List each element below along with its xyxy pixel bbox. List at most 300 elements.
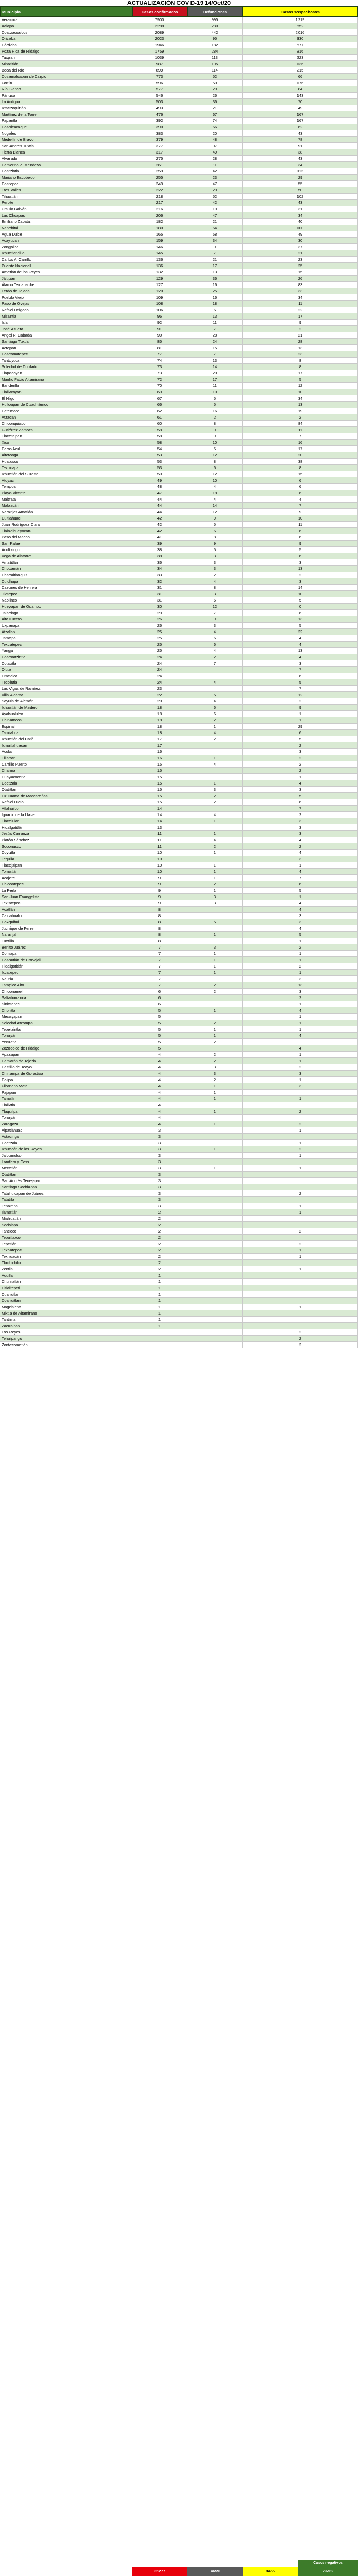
municipio-cell[interactable]: Santiago Tuxtla (0, 339, 132, 345)
sospechosos-cell[interactable]: 4 (243, 907, 358, 913)
municipio-cell[interactable]: Ángel R. Cabada (0, 332, 132, 339)
municipio-cell[interactable]: Chocamán (0, 566, 132, 572)
sospechosos-cell[interactable] (243, 1178, 358, 1184)
sospechosos-cell[interactable]: 1 (243, 951, 358, 957)
sospechosos-cell[interactable]: 6 (243, 881, 358, 888)
confirmados-cell[interactable] (132, 1342, 187, 1348)
confirmados-cell[interactable]: 1 (132, 1285, 187, 1291)
municipio-cell[interactable]: Naranjos Amatlán (0, 509, 132, 515)
confirmados-cell[interactable]: 383 (132, 130, 187, 137)
confirmados-cell[interactable]: 77 (132, 351, 187, 358)
defunciones-cell[interactable]: 28 (187, 156, 243, 162)
header-sospechosos[interactable]: Casos sospechosos (243, 6, 358, 17)
defunciones-cell[interactable]: 4 (187, 837, 243, 843)
municipio-cell[interactable]: Miahuatlán (0, 1216, 132, 1222)
confirmados-cell[interactable]: 4 (132, 1052, 187, 1058)
defunciones-cell[interactable]: 13 (187, 313, 243, 320)
confirmados-cell[interactable]: 42 (132, 515, 187, 522)
defunciones-cell[interactable]: 2 (187, 572, 243, 578)
sospechosos-cell[interactable]: 4 (243, 850, 358, 856)
sospechosos-cell[interactable]: 13 (243, 566, 358, 572)
municipio-cell[interactable]: Tlaquilpa (0, 1108, 132, 1115)
defunciones-cell[interactable] (187, 824, 243, 831)
municipio-cell[interactable]: Uxpanapa (0, 623, 132, 629)
defunciones-cell[interactable]: 36 (187, 276, 243, 282)
defunciones-cell[interactable] (187, 749, 243, 755)
sospechosos-cell[interactable]: 20 (243, 452, 358, 459)
sospechosos-cell[interactable]: 9 (243, 509, 358, 515)
defunciones-cell[interactable]: 12 (187, 452, 243, 459)
defunciones-cell[interactable]: 6 (187, 705, 243, 711)
defunciones-cell[interactable]: 1 (187, 1083, 243, 1090)
municipio-cell[interactable]: Papantla (0, 118, 132, 124)
municipio-cell[interactable]: Huayacocotla (0, 774, 132, 780)
sospechosos-cell[interactable]: 1 (243, 1203, 358, 1209)
confirmados-cell[interactable]: 3 (132, 1146, 187, 1153)
defunciones-cell[interactable]: 280 (187, 23, 243, 29)
confirmados-cell[interactable]: 899 (132, 67, 187, 74)
sospechosos-cell[interactable]: 1 (243, 1266, 358, 1272)
sospechosos-cell[interactable]: 2 (243, 1336, 358, 1342)
municipio-cell[interactable]: Actopan (0, 345, 132, 351)
defunciones-cell[interactable] (187, 1102, 243, 1108)
municipio-cell[interactable]: Maltrata (0, 496, 132, 503)
confirmados-cell[interactable]: 85 (132, 339, 187, 345)
municipio-cell[interactable]: Gutiérrez Zamora (0, 427, 132, 433)
sospechosos-cell[interactable]: 1 (243, 1001, 358, 1007)
confirmados-cell[interactable]: 60 (132, 421, 187, 427)
confirmados-cell[interactable]: 44 (132, 496, 187, 503)
municipio-cell[interactable]: Emiliano Zapata (0, 219, 132, 225)
defunciones-cell[interactable]: 5 (187, 402, 243, 408)
municipio-cell[interactable]: Veracruz (0, 17, 132, 23)
municipio-cell[interactable]: Tatahuicapan de Juárez (0, 1190, 132, 1197)
municipio-cell[interactable]: Cotaxtla (0, 660, 132, 667)
confirmados-cell[interactable]: 29 (132, 610, 187, 616)
sospechosos-cell[interactable] (243, 1298, 358, 1304)
defunciones-cell[interactable]: 1 (187, 932, 243, 938)
sospechosos-cell[interactable]: 7 (243, 503, 358, 509)
confirmados-cell[interactable]: 1 (132, 1304, 187, 1310)
municipio-cell[interactable]: Poza Rica de Hidalgo (0, 48, 132, 55)
municipio-cell[interactable]: Acayucan (0, 238, 132, 244)
municipio-cell[interactable]: Tampico Alto (0, 982, 132, 989)
header-defunciones[interactable]: Defunciones (187, 6, 243, 17)
defunciones-cell[interactable]: 36 (187, 99, 243, 105)
municipio-cell[interactable]: Coatzintla (0, 168, 132, 175)
defunciones-cell[interactable]: 1 (187, 1108, 243, 1115)
confirmados-cell[interactable]: 42 (132, 528, 187, 534)
defunciones-cell[interactable]: 3 (187, 623, 243, 629)
confirmados-cell[interactable]: 53 (132, 452, 187, 459)
confirmados-cell[interactable]: 377 (132, 143, 187, 149)
sospechosos-cell[interactable]: 10 (243, 515, 358, 522)
municipio-cell[interactable]: Álamo Temapache (0, 282, 132, 288)
confirmados-cell[interactable]: 1 (132, 1298, 187, 1304)
confirmados-cell[interactable]: 11 (132, 831, 187, 837)
municipio-cell[interactable]: Boca del Río (0, 67, 132, 74)
sospechosos-cell[interactable] (243, 1260, 358, 1266)
sospechosos-cell[interactable]: 6 (243, 673, 358, 679)
municipio-cell[interactable]: Zozocolco de Hidalgo (0, 1045, 132, 1052)
defunciones-cell[interactable] (187, 1159, 243, 1165)
municipio-cell[interactable]: Tenampa (0, 1203, 132, 1209)
confirmados-cell[interactable]: 106 (132, 307, 187, 313)
defunciones-cell[interactable]: 2 (187, 982, 243, 989)
defunciones-cell[interactable]: 1 (187, 1121, 243, 1127)
confirmados-cell[interactable]: 1 (132, 1310, 187, 1317)
sospechosos-cell[interactable]: 4 (243, 1033, 358, 1039)
sospechosos-cell[interactable]: 29 (243, 724, 358, 730)
sospechosos-cell[interactable]: 112 (243, 168, 358, 175)
municipio-cell[interactable]: Acula (0, 749, 132, 755)
sospechosos-cell[interactable]: 1 (243, 1140, 358, 1146)
defunciones-cell[interactable] (187, 1279, 243, 1285)
sospechosos-cell[interactable]: 4 (243, 642, 358, 648)
sospechosos-cell[interactable]: 100 (243, 225, 358, 231)
municipio-cell[interactable]: Tehuipango (0, 1336, 132, 1342)
defunciones-cell[interactable] (187, 976, 243, 982)
sospechosos-cell[interactable]: 16 (243, 440, 358, 446)
sospechosos-cell[interactable]: 215 (243, 67, 358, 74)
sospechosos-cell[interactable]: 6 (243, 730, 358, 736)
municipio-cell[interactable]: Sinixtepec (0, 1001, 132, 1007)
municipio-cell[interactable]: Citlaltépetl (0, 1285, 132, 1291)
sospechosos-cell[interactable]: 4 (243, 654, 358, 660)
sospechosos-cell[interactable]: 12 (243, 383, 358, 389)
confirmados-cell[interactable]: 5 (132, 1026, 187, 1033)
defunciones-cell[interactable]: 3 (187, 566, 243, 572)
defunciones-cell[interactable]: 12 (187, 604, 243, 610)
municipio-cell[interactable]: Orizaba (0, 36, 132, 42)
confirmados-cell[interactable]: 4 (132, 1077, 187, 1083)
confirmados-cell[interactable]: 2 (132, 1209, 187, 1216)
confirmados-cell[interactable]: 53 (132, 465, 187, 471)
sospechosos-cell[interactable]: 8 (243, 358, 358, 364)
municipio-cell[interactable]: Platón Sánchez (0, 837, 132, 843)
municipio-cell[interactable]: Castillo de Teayo (0, 1064, 132, 1071)
confirmados-cell[interactable]: 4 (132, 1121, 187, 1127)
sospechosos-cell[interactable]: 2 (243, 843, 358, 850)
municipio-cell[interactable]: Tonayán (0, 1033, 132, 1039)
defunciones-cell[interactable]: 1 (187, 970, 243, 976)
defunciones-cell[interactable]: 2 (187, 843, 243, 850)
confirmados-cell[interactable]: 54 (132, 446, 187, 452)
defunciones-cell[interactable]: 24 (187, 339, 243, 345)
municipio-cell[interactable]: Landero y Coss (0, 1159, 132, 1165)
sospechosos-cell[interactable]: 2 (243, 768, 358, 774)
municipio-cell[interactable]: Otatitlán (0, 787, 132, 793)
municipio-cell[interactable]: Soledad de Doblado (0, 364, 132, 370)
sospechosos-cell[interactable]: 2 (243, 755, 358, 761)
confirmados-cell[interactable]: 2023 (132, 36, 187, 42)
defunciones-cell[interactable] (187, 1190, 243, 1197)
confirmados-cell[interactable]: 2 (132, 1241, 187, 1247)
defunciones-cell[interactable]: 4 (187, 812, 243, 818)
confirmados-cell[interactable]: 25 (132, 635, 187, 642)
defunciones-cell[interactable]: 4 (187, 648, 243, 654)
sospechosos-cell[interactable]: 3 (243, 1083, 358, 1090)
municipio-cell[interactable]: Acajete (0, 875, 132, 881)
sospechosos-cell[interactable] (243, 1197, 358, 1203)
confirmados-cell[interactable]: 2 (132, 1216, 187, 1222)
sospechosos-cell[interactable]: 43 (243, 156, 358, 162)
defunciones-cell[interactable]: 20 (187, 370, 243, 376)
municipio-cell[interactable]: Chumatlán (0, 1279, 132, 1285)
sospechosos-cell[interactable]: 5 (243, 932, 358, 938)
sospechosos-cell[interactable]: 2 (243, 414, 358, 421)
sospechosos-cell[interactable]: 28 (243, 339, 358, 345)
defunciones-cell[interactable]: 21 (187, 219, 243, 225)
confirmados-cell[interactable]: 34 (132, 566, 187, 572)
defunciones-cell[interactable]: 16 (187, 294, 243, 301)
sospechosos-cell[interactable] (243, 1172, 358, 1178)
municipio-cell[interactable]: Tantima (0, 1317, 132, 1323)
confirmados-cell[interactable]: 7 (132, 957, 187, 963)
sospechosos-cell[interactable]: 26 (243, 276, 358, 282)
defunciones-cell[interactable] (187, 1172, 243, 1178)
sospechosos-cell[interactable]: 1 (243, 1153, 358, 1159)
sospechosos-cell[interactable]: 2 (243, 1228, 358, 1235)
sospechosos-cell[interactable]: 38 (243, 149, 358, 156)
sospechosos-cell[interactable]: 1 (243, 774, 358, 780)
sospechosos-cell[interactable]: 49 (243, 105, 358, 111)
sospechosos-cell[interactable]: 2 (243, 1121, 358, 1127)
sospechosos-cell[interactable]: 4 (243, 837, 358, 843)
defunciones-cell[interactable]: 67 (187, 111, 243, 118)
municipio-cell[interactable]: Soconusco (0, 843, 132, 850)
confirmados-cell[interactable]: 1 (132, 1272, 187, 1279)
sospechosos-cell[interactable]: 4 (243, 1007, 358, 1014)
defunciones-cell[interactable]: 3 (187, 591, 243, 597)
municipio-cell[interactable]: Acatlán (0, 907, 132, 913)
municipio-cell[interactable]: Benito Juárez (0, 944, 132, 951)
confirmados-cell[interactable]: 18 (132, 705, 187, 711)
confirmados-cell[interactable]: 58 (132, 427, 187, 433)
sospechosos-cell[interactable]: 1 (243, 1096, 358, 1102)
sospechosos-cell[interactable] (243, 1039, 358, 1045)
sospechosos-cell[interactable] (243, 1222, 358, 1228)
municipio-cell[interactable]: Atlahuilco (0, 806, 132, 812)
defunciones-cell[interactable] (187, 1285, 243, 1291)
municipio-cell[interactable]: Moloacán (0, 503, 132, 509)
confirmados-cell[interactable]: 2 (132, 1254, 187, 1260)
defunciones-cell[interactable] (187, 1272, 243, 1279)
sospechosos-cell[interactable]: 1 (243, 1077, 358, 1083)
municipio-cell[interactable]: Catemaco (0, 408, 132, 414)
defunciones-cell[interactable] (187, 1115, 243, 1121)
municipio-cell[interactable]: Cerro Azul (0, 446, 132, 452)
defunciones-cell[interactable]: 8 (187, 421, 243, 427)
defunciones-cell[interactable]: 2 (187, 1039, 243, 1045)
defunciones-cell[interactable]: 28 (187, 332, 243, 339)
confirmados-cell[interactable]: 275 (132, 156, 187, 162)
municipio-cell[interactable]: Hidalgotitlán (0, 824, 132, 831)
confirmados-cell[interactable]: 11 (132, 843, 187, 850)
defunciones-cell[interactable]: 442 (187, 29, 243, 36)
municipio-cell[interactable]: Los Reyes (0, 1329, 132, 1336)
defunciones-cell[interactable] (187, 774, 243, 780)
defunciones-cell[interactable]: 6 (187, 711, 243, 717)
defunciones-cell[interactable] (187, 1329, 243, 1336)
defunciones-cell[interactable] (187, 1241, 243, 1247)
confirmados-cell[interactable]: 24 (132, 660, 187, 667)
confirmados-cell[interactable]: 2288 (132, 23, 187, 29)
defunciones-cell[interactable] (187, 995, 243, 1001)
confirmados-cell[interactable]: 18 (132, 717, 187, 724)
sospechosos-cell[interactable]: 7 (243, 433, 358, 440)
sospechosos-cell[interactable]: 43 (243, 200, 358, 206)
defunciones-cell[interactable]: 16 (187, 282, 243, 288)
sospechosos-cell[interactable]: 3 (243, 919, 358, 925)
confirmados-cell[interactable]: 17 (132, 736, 187, 742)
confirmados-cell[interactable]: 136 (132, 257, 187, 263)
defunciones-cell[interactable]: 8 (187, 585, 243, 591)
sospechosos-cell[interactable]: 37 (243, 244, 358, 250)
sospechosos-cell[interactable]: 78 (243, 137, 358, 143)
defunciones-cell[interactable]: 18 (187, 490, 243, 496)
municipio-cell[interactable]: Mixtla de Altamirano (0, 1310, 132, 1317)
confirmados-cell[interactable]: 4 (132, 1096, 187, 1102)
defunciones-cell[interactable]: 9 (187, 541, 243, 547)
municipio-cell[interactable]: Tequila (0, 856, 132, 862)
defunciones-cell[interactable] (187, 1336, 243, 1342)
confirmados-cell[interactable]: 379 (132, 137, 187, 143)
sospechosos-cell[interactable]: 1 (243, 894, 358, 900)
defunciones-cell[interactable] (187, 667, 243, 673)
confirmados-cell[interactable]: 16 (132, 755, 187, 761)
confirmados-cell[interactable]: 206 (132, 212, 187, 219)
sospechosos-cell[interactable]: 84 (243, 86, 358, 93)
sospechosos-cell[interactable]: 816 (243, 48, 358, 55)
municipio-cell[interactable]: Tres Valles (0, 187, 132, 194)
confirmados-cell[interactable]: 15 (132, 787, 187, 793)
sospechosos-cell[interactable] (243, 1216, 358, 1222)
defunciones-cell[interactable]: 6 (187, 635, 243, 642)
municipio-cell[interactable]: Tantoyuca (0, 358, 132, 364)
municipio-cell[interactable]: Alvarado (0, 156, 132, 162)
sospechosos-cell[interactable]: 62 (243, 124, 358, 130)
municipio-cell[interactable]: Acultzingo (0, 547, 132, 553)
defunciones-cell[interactable]: 4 (187, 698, 243, 705)
municipio-cell[interactable]: San Juan Evangelista (0, 894, 132, 900)
municipio-cell[interactable]: Calcahualco (0, 913, 132, 919)
confirmados-cell[interactable]: 108 (132, 301, 187, 307)
confirmados-cell[interactable]: 8 (132, 932, 187, 938)
defunciones-cell[interactable]: 3 (187, 944, 243, 951)
municipio-cell[interactable]: Texcatepec (0, 1247, 132, 1254)
sospechosos-cell[interactable]: 1 (243, 1247, 358, 1254)
confirmados-cell[interactable]: 44 (132, 503, 187, 509)
municipio-cell[interactable]: Tatatila (0, 1197, 132, 1203)
defunciones-cell[interactable]: 1 (187, 862, 243, 869)
sospechosos-cell[interactable]: 6 (243, 553, 358, 559)
defunciones-cell[interactable]: 11 (187, 383, 243, 389)
confirmados-cell[interactable]: 3 (132, 1184, 187, 1190)
municipio-cell[interactable]: Cuahutlan (0, 1291, 132, 1298)
defunciones-cell[interactable] (187, 913, 243, 919)
municipio-cell[interactable]: Chalma (0, 768, 132, 774)
defunciones-cell[interactable]: 34 (187, 238, 243, 244)
confirmados-cell[interactable]: 6 (132, 995, 187, 1001)
confirmados-cell[interactable]: 5 (132, 1007, 187, 1014)
sospechosos-cell[interactable]: 5 (243, 547, 358, 553)
confirmados-cell[interactable]: 18 (132, 730, 187, 736)
confirmados-cell[interactable]: 596 (132, 80, 187, 86)
confirmados-cell[interactable]: 476 (132, 111, 187, 118)
defunciones-cell[interactable]: 42 (187, 200, 243, 206)
sospechosos-cell[interactable]: 7 (243, 667, 358, 673)
sospechosos-cell[interactable]: 167 (243, 111, 358, 118)
defunciones-cell[interactable] (187, 1260, 243, 1266)
sospechosos-cell[interactable]: 3 (243, 976, 358, 982)
municipio-cell[interactable]: Huatusco (0, 459, 132, 465)
confirmados-cell[interactable]: 4 (132, 1064, 187, 1071)
sospechosos-cell[interactable]: 1 (243, 711, 358, 717)
defunciones-cell[interactable]: 6 (187, 465, 243, 471)
defunciones-cell[interactable] (187, 1045, 243, 1052)
confirmados-cell[interactable]: 129 (132, 276, 187, 282)
sospechosos-cell[interactable]: 3 (243, 856, 358, 862)
sospechosos-cell[interactable]: 9 (243, 705, 358, 711)
confirmados-cell[interactable]: 14 (132, 812, 187, 818)
defunciones-cell[interactable]: 66 (187, 124, 243, 130)
defunciones-cell[interactable]: 8 (187, 459, 243, 465)
confirmados-cell[interactable]: 5 (132, 1033, 187, 1039)
defunciones-cell[interactable] (187, 742, 243, 749)
defunciones-cell[interactable]: 1 (187, 850, 243, 856)
defunciones-cell[interactable]: 1 (187, 869, 243, 875)
confirmados-cell[interactable]: 3 (132, 1165, 187, 1172)
sospechosos-cell[interactable] (243, 1285, 358, 1291)
sospechosos-cell[interactable]: 3 (243, 913, 358, 919)
municipio-cell[interactable]: Ixhuatlancillo (0, 250, 132, 257)
confirmados-cell[interactable]: 2 (132, 1266, 187, 1272)
confirmados-cell[interactable]: 4 (132, 1102, 187, 1108)
municipio-cell[interactable]: Ixtaczoquitlán (0, 105, 132, 111)
municipio-cell[interactable]: Tempoal (0, 484, 132, 490)
municipio-cell[interactable]: Chinameca (0, 717, 132, 724)
defunciones-cell[interactable]: 3 (187, 1064, 243, 1071)
defunciones-cell[interactable]: 64 (187, 225, 243, 231)
sospechosos-cell[interactable]: 3 (243, 787, 358, 793)
sospechosos-cell[interactable]: 83 (243, 282, 358, 288)
defunciones-cell[interactable]: 5 (187, 395, 243, 402)
municipio-cell[interactable]: Tuxpan (0, 55, 132, 61)
sospechosos-cell[interactable]: 23 (243, 257, 358, 263)
municipio-cell[interactable]: Altotonga (0, 452, 132, 459)
municipio-cell[interactable]: Tierra Blanca (0, 149, 132, 156)
confirmados-cell[interactable]: 5 (132, 1045, 187, 1052)
sospechosos-cell[interactable]: 2 (243, 326, 358, 332)
sospechosos-cell[interactable]: 8 (243, 465, 358, 471)
sospechosos-cell[interactable]: 2 (243, 812, 358, 818)
defunciones-cell[interactable] (187, 1323, 243, 1329)
confirmados-cell[interactable]: 109 (132, 294, 187, 301)
municipio-cell[interactable]: Agua Dulce (0, 231, 132, 238)
municipio-cell[interactable]: Playa Vicente (0, 490, 132, 496)
municipio-cell[interactable]: Úrsulo Galván (0, 206, 132, 212)
municipio-cell[interactable]: Tlalixtla (0, 1102, 132, 1108)
sospechosos-cell[interactable]: 2 (243, 742, 358, 749)
defunciones-cell[interactable]: 29 (187, 86, 243, 93)
municipio-cell[interactable]: Hueyapan de Ocampo (0, 604, 132, 610)
confirmados-cell[interactable]: 503 (132, 99, 187, 105)
municipio-cell[interactable]: Chacaltianguis (0, 572, 132, 578)
sospechosos-cell[interactable]: 6 (243, 528, 358, 534)
confirmados-cell[interactable]: 7 (132, 944, 187, 951)
sospechosos-cell[interactable] (243, 1102, 358, 1108)
